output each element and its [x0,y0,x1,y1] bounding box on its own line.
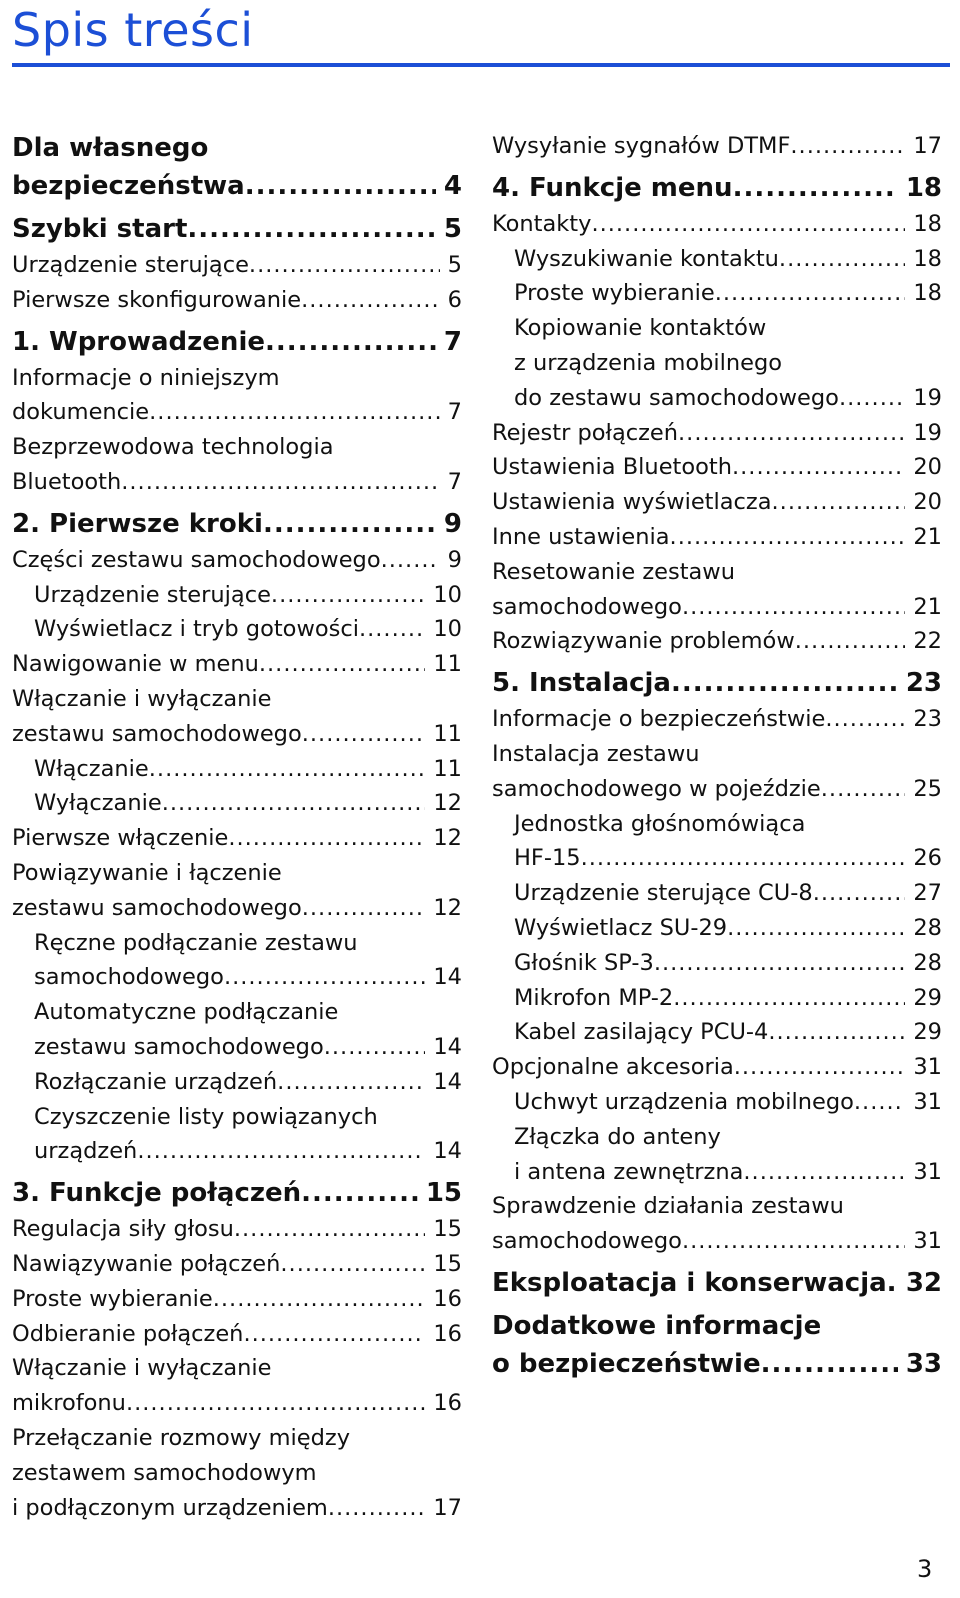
toc-entry[interactable] [492,1015,942,1050]
toc-entry-title: Wyszukiwanie kontaktu [514,245,779,272]
toc-page-number: 14 [433,1138,462,1165]
toc-entry-title: Automatyczne podłączanie [34,999,339,1026]
toc-entry-title: Odbieranie połączeń [12,1320,244,1347]
toc-dot-leader [887,1264,898,1302]
toc-page-number: 16 [433,1390,462,1417]
toc-page-number: 14 [433,1068,462,1095]
toc-entry[interactable] [12,1351,462,1386]
toc-entry-title: samochodowego [34,964,224,991]
toc-page-number: 7 [447,468,462,495]
toc-entry-title: Urządzenie sterujące CU-8 [514,880,813,907]
toc-dot-leader [743,1155,905,1190]
toc-dot-leader [682,1224,905,1259]
toc-dot-leader [654,946,906,981]
toc-dot-leader [715,276,906,311]
toc-page-number: 22 [913,628,942,655]
toc-dot-leader [245,167,436,205]
toc-entry-title: i podłączonym urządzeniem [12,1494,328,1521]
toc-entry[interactable] [492,624,942,659]
toc-page-number: 15 [433,1250,462,1277]
page-number: 3 [917,1555,933,1583]
toc-dot-leader [839,381,905,416]
toc-entry-title: Jednostka głośnomówiąca [514,810,806,837]
toc-page-number: 10 [433,616,462,643]
toc-dot-leader [591,207,905,242]
toc-page-number: 5 [447,252,462,278]
toc-entry[interactable] [12,283,462,318]
toc-entry-title: zestawem samochodowym [12,1459,317,1486]
toc-dot-leader [734,1050,906,1085]
toc-dot-leader [228,821,425,856]
toc-section-heading[interactable] [12,167,462,205]
toc-dot-leader [224,960,425,995]
toc-dot-leader [581,841,906,876]
toc-dot-leader [671,664,898,702]
toc-entry-title: Rozłączanie urządzeń [34,1068,278,1095]
toc-entry-title: zestawu samochodowego [12,720,302,747]
toc-page-number: 31 [913,1228,942,1255]
toc-entry-title: 5. Instalacja [492,668,671,699]
toc-entry-title: Wyłączanie [34,790,162,817]
toc-dot-leader [243,1317,425,1352]
toc-entry-title: Przełączanie rozmowy między [12,1424,351,1451]
toc-entry[interactable] [12,682,462,717]
toc-entry-title: Resetowanie zestawu [492,558,735,585]
toc-dot-leader [302,891,426,926]
toc-section-heading[interactable] [492,1307,942,1345]
toc-entry[interactable] [492,911,942,946]
toc-entry-title: Części zestawu samochodowego [12,546,381,573]
toc-entry[interactable] [492,242,942,277]
toc-page-number: 12 [433,894,462,921]
toc-dot-leader [213,1282,426,1317]
toc-dot-leader [302,717,426,752]
toc-entry[interactable] [12,248,462,283]
toc-page-number: 5 [443,214,462,244]
toc-page-number: 21 [913,593,942,620]
toc-entry[interactable] [492,946,942,981]
toc-entry[interactable] [492,485,942,520]
toc-entry-title: Włączanie [34,755,149,782]
toc-page-number: 29 [913,1019,942,1046]
toc-dot-leader [795,624,906,659]
toc-entry[interactable] [492,416,942,451]
toc-entry[interactable] [492,381,942,416]
toc-entry-title: Dodatkowe informacje [492,1310,822,1341]
toc-entry[interactable] [492,1085,942,1120]
toc-entry-title: Kontakty [492,210,592,237]
toc-entry-title: urządzeń [34,1138,138,1165]
toc-dot-leader [259,647,426,682]
toc-entry[interactable] [12,1100,462,1135]
toc-entry-title: Nawiązywanie połączeń [12,1250,281,1277]
toc-entry-title: Kopiowanie kontaktów [514,315,767,342]
toc-entry-title: Bluetooth [12,468,122,495]
toc-page-number: 18 [913,245,942,272]
toc-dot-leader [779,242,905,277]
toc-page-number: 9 [447,546,462,573]
toc-dot-leader [187,210,436,248]
toc-entry[interactable] [12,717,462,752]
toc-page-number: 14 [433,1033,462,1060]
toc-entry[interactable] [492,450,942,485]
toc-entry[interactable] [12,786,462,821]
toc-page-number: 33 [905,1348,942,1379]
toc-entry[interactable] [12,395,462,430]
toc-entry-title: dokumencie [12,399,150,426]
toc-page-number: 28 [913,949,942,976]
toc-entry[interactable] [492,311,942,346]
toc-entry[interactable] [492,807,942,842]
toc-entry[interactable] [492,1224,942,1259]
toc-entry[interactable] [12,1030,462,1065]
toc-entry-title: Pierwsze włączenie [12,825,229,852]
toc-entry-title: Rejestr połączeń [492,419,679,446]
toc-entry[interactable] [492,276,942,311]
toc-page-number: 23 [913,706,942,733]
toc-entry[interactable] [492,1155,942,1190]
toc-entry-title: Proste wybieranie [514,280,715,307]
toc-entry[interactable] [12,1282,462,1317]
toc-entry-title: Sprawdzenie działania zestawu [492,1193,844,1220]
toc-page-number: 12 [433,790,462,817]
toc-dot-leader [126,1386,425,1421]
toc-section-heading[interactable] [492,1345,942,1383]
toc-entry[interactable] [12,1065,462,1100]
toc-entry[interactable] [12,1491,462,1526]
toc-dot-leader [732,450,905,485]
toc-page-number: 7 [447,399,462,426]
toc-dot-leader [854,1085,905,1120]
toc-entry-title: Informacje o niniejszym [12,364,280,391]
toc-page-number: 17 [913,133,942,159]
toc-page-number: 31 [913,1158,942,1185]
toc-entry[interactable] [12,1456,462,1491]
toc-dot-leader [790,129,905,164]
toc-page-number: 20 [913,489,942,516]
toc-entry-title: samochodowego [492,1228,682,1255]
toc-dot-leader [813,876,906,911]
toc-page-number: 11 [433,755,462,782]
toc-entry[interactable] [12,1212,462,1247]
toc-page-number: 10 [433,581,462,608]
toc-dot-leader [670,520,906,555]
toc-entry-title: Wyświetlacz SU-29 [514,914,728,941]
toc-dot-leader [149,395,440,430]
toc-page-number: 6 [447,286,462,313]
toc-dot-leader [733,169,898,207]
toc-right-column [492,129,942,1383]
toc-entry-title: zestawu samochodowego [12,894,302,921]
toc-entry[interactable] [12,856,462,891]
toc-dot-leader [825,702,905,737]
toc-entry[interactable] [492,520,942,555]
toc-entry[interactable] [12,430,462,465]
toc-entry-title: Bezprzewodowa technologia [12,434,334,461]
toc-page-number: 7 [443,326,462,357]
toc-entry[interactable] [12,1247,462,1282]
toc-page-number: 9 [443,508,462,539]
toc-page-number: 25 [913,775,942,802]
toc-page-number: 21 [913,523,942,550]
toc-entry-title: 3. Funkcje połączeń [12,1178,302,1209]
toc-entry[interactable] [12,578,462,613]
toc-section-heading[interactable] [492,169,942,207]
toc-entry[interactable] [492,737,942,772]
toc-entry-title: Urządzenie sterujące [12,252,249,278]
toc-entry[interactable] [492,1189,942,1224]
toc-page-number: 4 [443,171,462,201]
toc-entry-title: Nawigowanie w menu [12,651,259,678]
toc-entry[interactable] [12,926,462,961]
toc-section-heading[interactable] [12,129,462,167]
toc-entry-title: Mikrofon MP-2 [514,984,674,1011]
toc-dot-leader [271,578,425,613]
toc-page-number: 27 [913,880,942,907]
toc-entry-title: Instalacja zestawu [492,740,700,767]
toc-entry-title: Ustawienia wyświetlacza [492,489,772,516]
toc-entry-title: Opcjonalne akcesoria [492,1054,734,1081]
toc-dot-leader [301,1174,418,1212]
toc-entry[interactable] [12,1386,462,1421]
toc-entry-title: Szybki start [12,214,188,244]
toc-dot-leader [162,786,426,821]
toc-page-number: 26 [913,845,942,872]
toc-entry-title: 2. Pierwsze kroki [12,508,263,539]
toc-page-number: 29 [913,984,942,1011]
toc-entry-title: Dla własnego [12,133,209,163]
toc-entry[interactable] [12,1421,462,1456]
toc-entry[interactable] [12,361,462,396]
page-title: Spis treści [12,3,254,57]
toc-entry[interactable] [12,821,462,856]
toc-dot-leader [234,1212,425,1247]
toc-entry[interactable] [12,995,462,1030]
title-rule [12,63,950,67]
toc-entry[interactable] [12,612,462,647]
toc-entry-title: HF-15 [514,845,581,872]
toc-dot-leader [149,752,426,787]
toc-entry-title: Urządzenie sterujące [34,581,271,608]
toc-dot-leader [265,323,436,361]
toc-page-number: 15 [425,1178,462,1209]
toc-dot-leader [121,465,439,500]
toc-entry-title: Włączanie i wyłączanie [12,685,272,712]
toc-entry[interactable] [492,981,942,1016]
toc-entry[interactable] [492,841,942,876]
toc-dot-leader [678,416,905,451]
toc-entry[interactable] [12,960,462,995]
toc-page-number: 19 [913,384,942,411]
toc-dot-leader [727,911,905,946]
toc-entry-title: bezpieczeństwa [12,171,245,201]
toc-entry-title: Wyświetlacz i tryb gotowości [34,616,359,643]
toc-page-number: 31 [913,1054,942,1081]
toc-entry[interactable] [12,465,462,500]
toc-entry[interactable] [492,207,942,242]
toc-entry[interactable] [492,702,942,737]
toc-dot-leader [263,505,436,543]
toc-section-heading[interactable] [12,210,462,248]
toc-dot-leader [761,1345,898,1383]
toc-entry-title: Inne ustawienia [492,523,670,550]
toc-dot-leader [772,485,906,520]
toc-entry-title: Czyszczenie listy powiązanych [34,1103,378,1130]
toc-page-number: 11 [433,651,462,678]
toc-page-number: 15 [433,1216,462,1243]
toc-page-number: 20 [913,454,942,481]
toc-page-number: 12 [433,825,462,852]
toc-entry[interactable] [12,891,462,926]
toc-page-number: 16 [433,1320,462,1347]
toc-page-number: 17 [433,1494,462,1521]
toc-page-number: 16 [433,1285,462,1312]
toc-entry-title: Regulacja siły głosu [12,1216,234,1243]
toc-page-number: 23 [905,668,942,699]
toc-entry-title: Wysyłanie sygnałów DTMF [492,133,791,159]
toc-entry-title: 4. Funkcje menu [492,172,733,203]
toc-left-column [12,129,462,1525]
toc-section-heading[interactable] [12,1174,462,1212]
toc-dot-leader [673,981,905,1016]
toc-dot-leader [328,1491,426,1526]
toc-entry[interactable] [492,129,942,164]
toc-section-heading[interactable] [492,1264,942,1302]
toc-entry-title: z urządzenia mobilnego [514,349,783,376]
toc-entry-title: Ustawienia Bluetooth [492,454,732,481]
toc-entry[interactable] [12,752,462,787]
toc-dot-leader [280,1247,425,1282]
toc-entry[interactable] [492,1050,942,1085]
toc-entry-title: 1. Wprowadzenie [12,326,265,357]
toc-entry-title: samochodowego w pojeździe [492,775,821,802]
toc-entry-title: do zestawu samochodowego [514,384,839,411]
toc-page-number: 31 [913,1088,942,1115]
toc-entry-title: zestawu samochodowego [34,1033,324,1060]
toc-entry[interactable] [492,876,942,911]
toc-page-number: 28 [913,914,942,941]
toc-entry[interactable] [492,555,942,590]
toc-entry-title: Proste wybieranie [12,1285,213,1312]
toc-page-number: 14 [433,964,462,991]
toc-dot-leader [301,283,440,318]
toc-entry-title: Powiązywanie i łączenie [12,859,282,886]
toc-dot-leader [381,543,440,578]
toc-page-number: 32 [905,1267,942,1298]
toc-entry-title: Informacje o bezpieczeństwie [492,706,826,733]
toc-entry-title: Włączanie i wyłączanie [12,1355,272,1382]
toc-entry-title: Głośnik SP-3 [514,949,654,976]
toc-entry-title: Ręczne podłączanie zestawu [34,929,358,956]
toc-section-heading[interactable] [12,505,462,543]
toc-dot-leader [277,1065,425,1100]
toc-entry-title: Kabel zasilający PCU-4 [514,1019,769,1046]
toc-section-heading[interactable] [492,664,942,702]
toc-entry-title: Eksploatacja i konserwacja [492,1267,887,1298]
toc-entry-title: mikrofonu [12,1390,126,1417]
toc-entry-title: Uchwyt urządzenia mobilnego [514,1088,854,1115]
toc-entry[interactable] [12,543,462,578]
toc-page-number: 18 [913,280,942,307]
toc-entry[interactable] [492,590,942,625]
toc-entry-title: Złączka do anteny [514,1123,721,1150]
toc-entry[interactable] [492,346,942,381]
toc-entry[interactable] [492,1120,942,1155]
toc-entry[interactable] [492,772,942,807]
toc-page-number: 19 [913,419,942,446]
toc-dot-leader [821,772,906,807]
toc-entry[interactable] [12,1317,462,1352]
toc-dot-leader [359,612,425,647]
toc-entry-title: i antena zewnętrzna [514,1158,744,1185]
toc-page-number: 11 [433,720,462,747]
toc-entry-title: samochodowego [492,593,682,620]
toc-entry-title: Rozwiązywanie problemów [492,628,795,655]
toc-entry[interactable] [12,1134,462,1169]
toc-dot-leader [768,1015,905,1050]
toc-dot-leader [324,1030,426,1065]
toc-page-number: 18 [905,172,942,203]
toc-entry[interactable] [12,647,462,682]
toc-page-number: 18 [913,210,942,237]
toc-entry-title: Pierwsze skonfigurowanie [12,286,302,313]
toc-section-heading[interactable] [12,323,462,361]
toc-dot-leader [137,1134,425,1169]
toc-dot-leader [249,248,440,283]
toc-entry-title: o bezpieczeństwie [492,1348,761,1379]
toc-dot-leader [682,590,905,625]
